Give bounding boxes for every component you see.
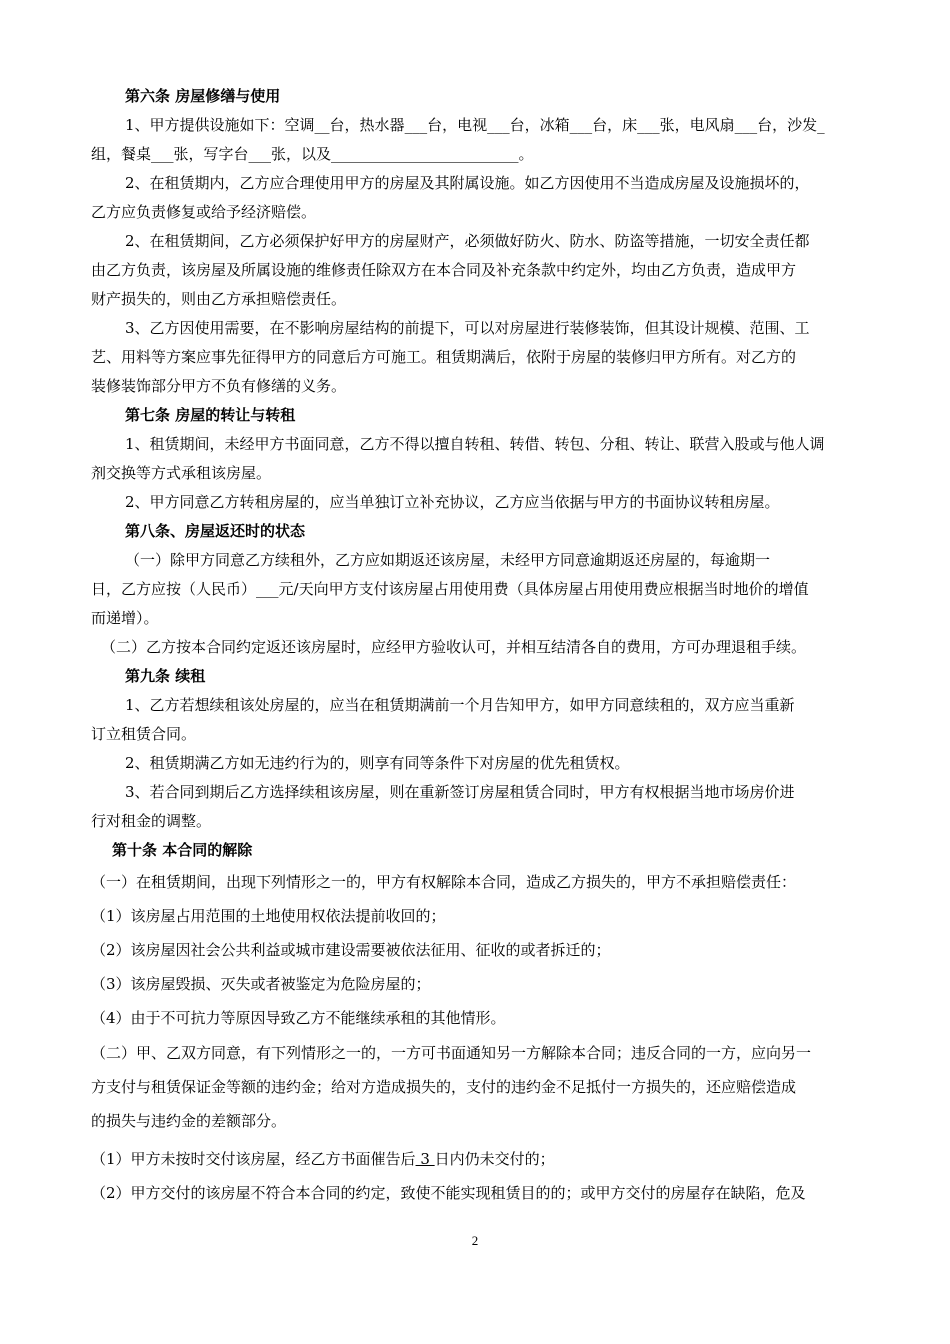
article-6-para-4-line-1: 3、乙方因使用需要，在不影响房屋结构的前提下，可以对房屋进行装修装饰，但其设计规模、范围、工 — [125, 319, 810, 337]
article-6-para-1-line-1: 1、甲方提供设施如下：空调__台，热水器___台，电视___台，冰箱___台，床___张，电风扇___台，沙发_ — [125, 116, 825, 134]
article-10-section-1: （一）在租赁期间，出现下列情形之一的，甲方有权解除本合同，造成乙方损失的，甲方不承担赔偿责任： — [91, 873, 797, 891]
article-10-title: 第十条 本合同的解除 — [112, 841, 253, 859]
article-6-para-3-line-3: 财产损失的，则由乙方承担赔偿责任。 — [91, 290, 347, 308]
article-6-para-2-line-1: 2、在租赁期内，乙方应合理使用甲方的房屋及其附属设施。如乙方因使用不当造成房屋及设施损坏的， — [125, 174, 810, 192]
article-7-para-1-line-1: 1、租赁期间，未经甲方书面同意，乙方不得以擅自转租、转借、转包、分租、转让、联营入股或与他人调 — [125, 435, 825, 453]
article-8-para-1-line-2: 日，乙方应按（人民币）___元/天向甲方支付该房屋占用使用费（具体房屋占用使用费应根据当时地价的增值 — [91, 580, 809, 598]
article-6-para-4-line-3: 装修装饰部分甲方不负有修缮的义务。 — [91, 377, 347, 395]
article-6-para-1-line-2: 组，餐桌___张，写字台___张，以及_________________________。 — [91, 145, 534, 163]
article-9-para-1-line-2: 订立租赁合同。 — [91, 725, 197, 743]
article-8-para-1-line-3: 而递增）。 — [91, 609, 159, 627]
article-6-title: 第六条 房屋修缮与使用 — [125, 87, 281, 105]
article-8-para-1-line-1: （一）除甲方同意乙方续租外，乙方应如期返还该房屋，未经甲方同意逾期返还房屋的，每逾期一 — [125, 551, 771, 569]
article-10-section-2-line-3: 的损失与违约金的差额部分。 — [91, 1112, 287, 1130]
article-8-para-2-line-1: （二）乙方按本合同约定返还该房屋时，应经甲方验收认可，并相互结清各自的费用，方可办理退租手续。 — [101, 638, 807, 656]
article-10-item-2: （2）该房屋因社会公共利益或城市建设需要被依法征用、征收的或者拆迁的； — [91, 941, 611, 959]
article-9-para-1-line-1: 1、乙方若想续租该处房屋的，应当在租赁期满前一个月告知甲方，如甲方同意续租的，双方应当重新 — [125, 696, 795, 714]
article-9-para-2-line-1: 2、租赁期满乙方如无违约行为的，则享有同等条件下对房屋的优先租赁权。 — [125, 754, 630, 772]
article-10-item-4: （4）由于不可抗力等原因导致乙方不能继续承租的其他情形。 — [91, 1009, 506, 1027]
article-9-para-3-line-1: 3、若合同到期后乙方选择续租该房屋，则在重新签订房屋租赁合同时，甲方有权根据当地市场房价进 — [125, 783, 795, 801]
article-10-item-3: （3）该房屋毁损、灭失或者被鉴定为危险房屋的； — [91, 975, 431, 993]
article-8-title: 第八条、房屋返还时的状态 — [125, 522, 306, 540]
article-9-para-3-line-2: 行对租金的调整。 — [91, 812, 212, 830]
article-10-item-1: （1）该房屋占用范围的土地使用权依法提前收回的； — [91, 907, 446, 925]
article-6-para-4-line-2: 艺、用料等方案应事先征得甲方的同意后方可施工。租赁期满后，依附于房屋的装修归甲方所有。对乙方的 — [91, 348, 797, 366]
article-7-title: 第七条 房屋的转让与转租 — [125, 406, 296, 424]
article-6-para-3-line-2: 由乙方负责，该房屋及所属设施的维修责任除双方在本合同及补充条款中约定外，均由乙方负责，造成甲方 — [91, 261, 797, 279]
article-9-title: 第九条 续租 — [125, 667, 206, 685]
article-7-para-2-line-1: 2、甲方同意乙方转租房屋的，应当单独订立补充协议，乙方应当依据与甲方的书面协议转租房屋。 — [125, 493, 780, 511]
article-6-para-2-line-2: 乙方应负责修复或给予经济赔偿。 — [91, 203, 317, 221]
article-6-para-3-line-1: 2、在租赁期间，乙方必须保护好甲方的房屋财产，必须做好防火、防水、防盗等措施，一切安全责任都 — [125, 232, 810, 250]
page-number: 2 — [471, 1233, 479, 1248]
article-10-section-2-line-2: 方支付与租赁保证金等额的违约金；给对方造成损失的，支付的违约金不足抵付一方损失的，还应赔偿造成 — [91, 1078, 797, 1096]
article-10-section-2-line-1: （二）甲、乙双方同意，有下列情形之一的，一方可书面通知另一方解除本合同；违反合同的一方，应向另一 — [91, 1044, 812, 1062]
article-7-para-1-line-2: 剂交换等方式承租该房屋。 — [91, 464, 272, 482]
article-10-item-j2: （2）甲方交付的该房屋不符合本合同的约定，致使不能实现租赁目的的；或甲方交付的房屋存在缺陷，危及 — [91, 1184, 806, 1202]
article-10-item-j1: （1）甲方未按时交付该房屋，经乙方书面催告后 3 日内仍未交付的； — [91, 1150, 555, 1168]
